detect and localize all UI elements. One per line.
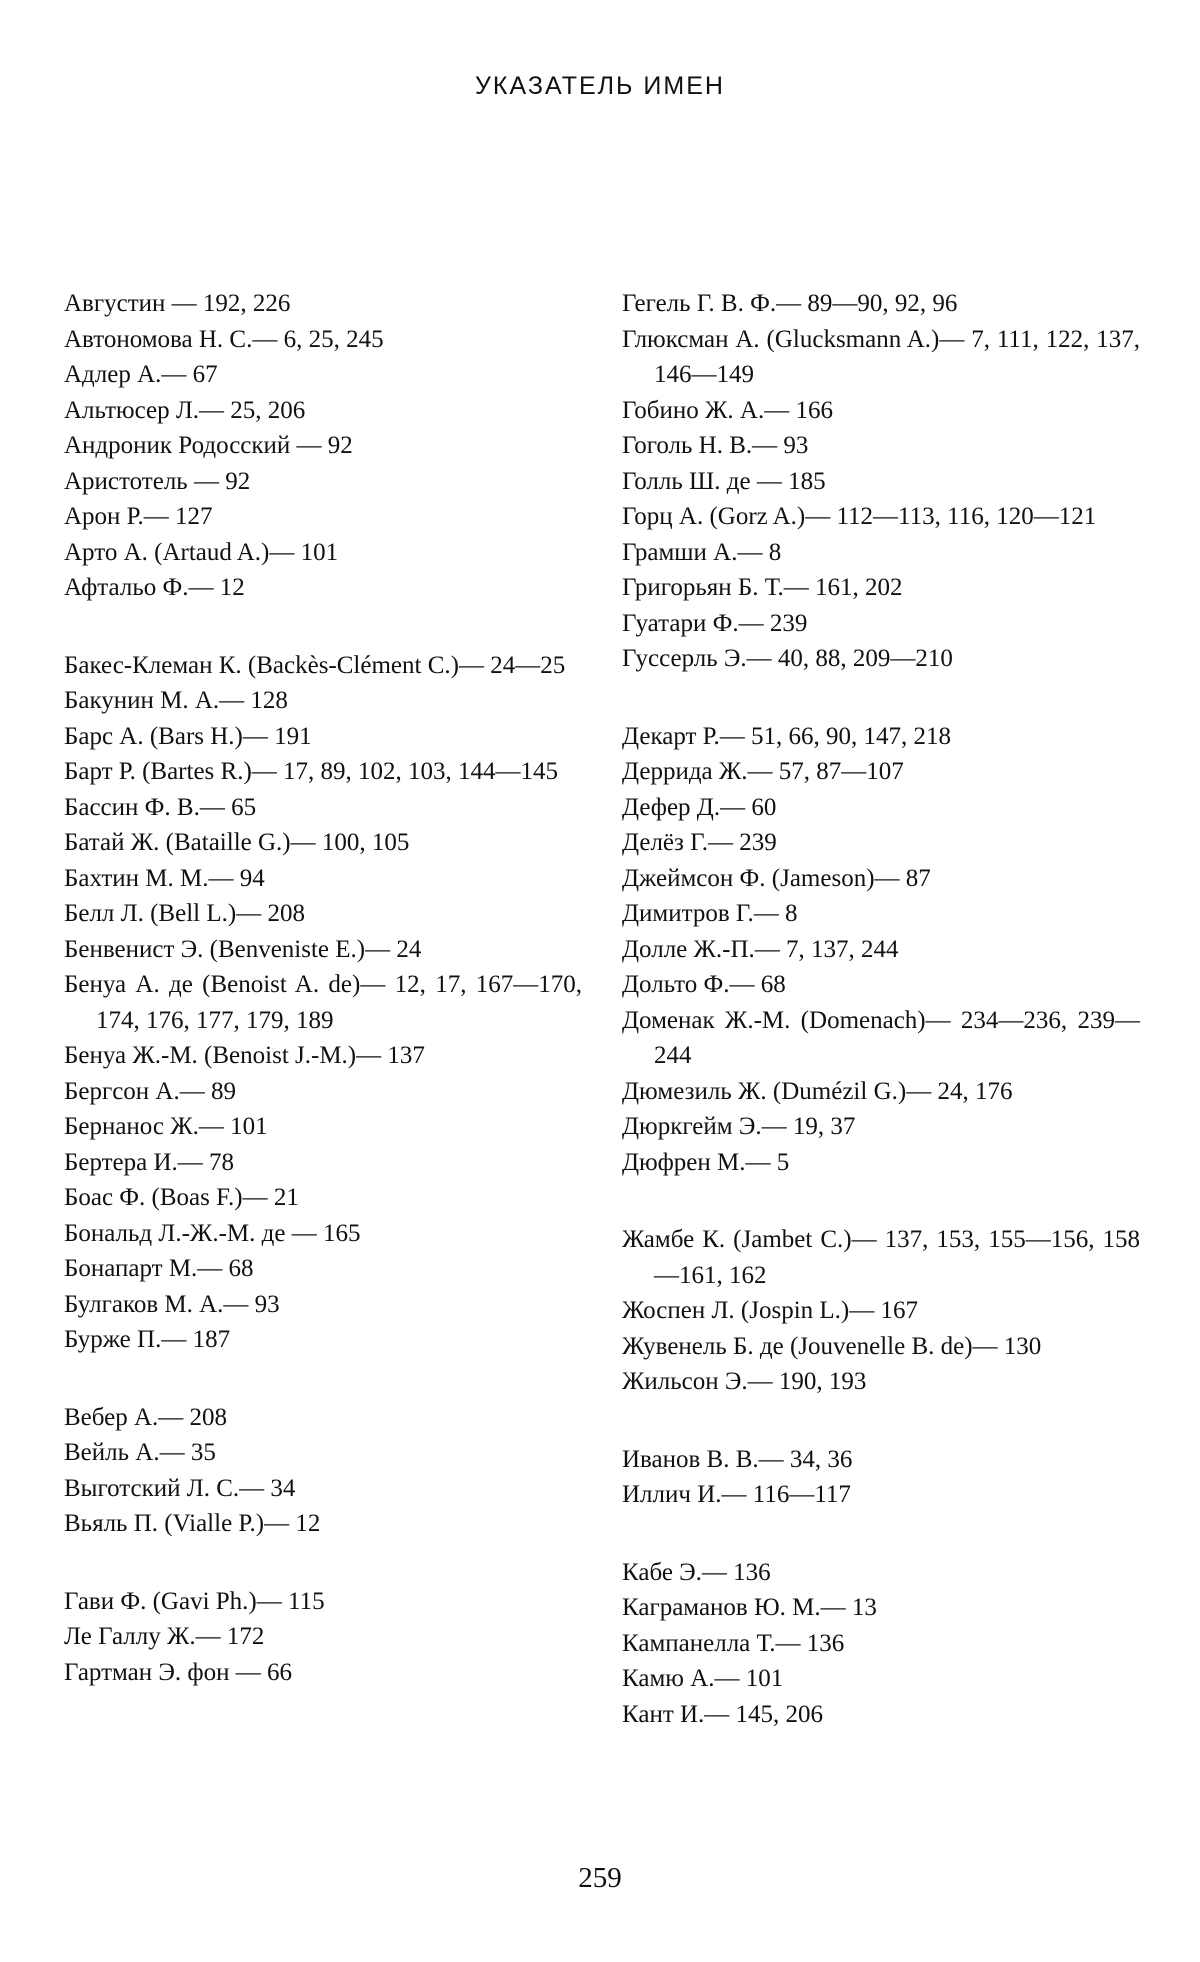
index-entry: Дюркгейм Э.— 19, 37	[622, 1113, 856, 1140]
index-entry: Жамбе К. (Jambet C.)— 137, 153, 155—156, 158—161, 162	[622, 1226, 1140, 1289]
index-entry: Кампанелла Т.— 136	[622, 1629, 845, 1657]
page-number: 259	[578, 1862, 622, 1894]
index-entry: Дольто Ф.— 68	[622, 971, 786, 998]
group-separator	[622, 1513, 1140, 1555]
index-entry: Барт Р. (Bartes R.)— 17, 89, 102, 103, 144—145	[64, 758, 559, 785]
index-entry: Вьяль П. (Vialle P.)— 12	[64, 1510, 321, 1537]
index-entry: Иванов В. В.— 34, 36	[622, 1445, 853, 1473]
index-entry: Вебер А.— 208	[64, 1403, 228, 1431]
index-letter-group	[622, 286, 1140, 677]
index-entry: Боас Ф. (Boas F.)— 21	[64, 1184, 299, 1211]
index-entry: Августин — 192, 226	[64, 290, 291, 317]
index-entry: Гуатари Ф.— 239	[622, 609, 808, 637]
index-entry: Жоспен Л. (Jospin L.)— 167	[622, 1297, 918, 1324]
index-entry: Аристотель — 92	[64, 467, 251, 495]
index-entry: Батай Ж. (Bataille G.)— 100, 105	[64, 829, 410, 856]
index-entry: Дюфрен М.— 5	[622, 1148, 790, 1176]
index-entry: Жувенель Б. де (Jouvenelle B. de)— 130	[622, 1332, 1042, 1360]
index-entry: Арон Р.— 127	[64, 503, 213, 530]
index-entry: Белл Л. (Bell L.)— 208	[64, 900, 305, 927]
index-entry: Бассин Ф. В.— 65	[64, 793, 257, 821]
index-letter-group	[64, 1584, 582, 1691]
index-entry: Горц А. (Gorz A.)— 112—113, 116, 120—121	[622, 503, 1097, 530]
index-entry: Дюмезиль Ж. (Dumézil G.)— 24, 176	[622, 1077, 1013, 1105]
index-entry: Гоголь Н. В.— 93	[622, 432, 809, 459]
index-entry: Делёз Г.— 239	[622, 829, 777, 856]
index-entry: Гобино Ж. А.— 166	[622, 396, 833, 424]
index-entry: Долле Ж.-П.— 7, 137, 244	[622, 935, 899, 963]
index-entry: Декарт Р.— 51, 66, 90, 147, 218	[622, 722, 951, 750]
index-entry: Гави Ф. (Gavi Ph.)— 115	[64, 1587, 325, 1615]
index-column-left	[64, 286, 582, 1690]
index-entry: Деррида Ж.— 57, 87—107	[622, 758, 904, 785]
index-letter-group	[622, 1442, 1140, 1513]
index-entry: Арто А. (Artaud A.)— 101	[64, 538, 339, 566]
index-entry: Кабе Э.— 136	[622, 1558, 771, 1586]
index-entry: Бакес-Клеман К. (Backès-Clément C.)— 24—25	[64, 651, 566, 679]
index-entry: Дефер Д.— 60	[622, 793, 777, 821]
index-entry: Барс А. (Bars H.)— 191	[64, 722, 312, 750]
index-letter-group	[64, 286, 582, 606]
index-entry: Грамши А.— 8	[622, 538, 782, 566]
index-column-right	[622, 286, 1140, 1732]
index-entry: Афтальо Ф.— 12	[64, 574, 245, 601]
index-entry: Альтюсер Л.— 25, 206	[64, 396, 306, 424]
index-entry: Бергсон А.— 89	[64, 1077, 236, 1105]
index-letter-group	[622, 1222, 1140, 1400]
index-letter-group	[64, 648, 582, 1358]
index-entry: Гартман Э. фон — 66	[64, 1658, 292, 1686]
index-entry: Джеймсон Ф. (Jameson)— 87	[622, 864, 931, 892]
index-letter-group	[64, 1400, 582, 1542]
index-letter-group	[622, 1555, 1140, 1733]
index-entry: Глюксман А. (Glucksmann A.)— 7, 111, 122, 137, 146—149	[622, 325, 1140, 388]
index-entry: Бонапарт М.— 68	[64, 1255, 254, 1282]
group-separator	[622, 1180, 1140, 1222]
index-entry: Адлер А.— 67	[64, 361, 218, 388]
index-entry: Бенвенист Э. (Benveniste E.)— 24	[64, 935, 422, 963]
index-entry: Андроник Родосский — 92	[64, 432, 353, 459]
group-separator	[64, 1358, 582, 1400]
group-separator	[64, 606, 582, 648]
index-entry: Гегель Г. В. Ф.— 89—90, 92, 96	[622, 290, 958, 317]
page-title: УКАЗАТЕЛЬ ИМЕН	[475, 72, 725, 100]
index-entry: Бертера И.— 78	[64, 1148, 235, 1176]
group-separator	[622, 1400, 1140, 1442]
index-entry: Ле Галлу Ж.— 172	[64, 1623, 265, 1650]
index-entry: Камю А.— 101	[622, 1665, 784, 1692]
index-entry: Голль Ш. де — 185	[622, 467, 826, 495]
index-entry: Иллич И.— 116—117	[622, 1481, 851, 1508]
index-entry: Булгаков М. А.— 93	[64, 1290, 280, 1318]
index-entry: Бональд Л.-Ж.-М. де — 165	[64, 1219, 361, 1247]
index-entry: Доменак Ж.-М. (Domenach)— 234—236, 239—244	[622, 1006, 1140, 1069]
group-separator	[64, 1542, 582, 1584]
index-letter-group	[622, 719, 1140, 1181]
index-entry: Жильсон Э.— 190, 193	[622, 1368, 867, 1395]
index-entry: Бернанос Ж.— 101	[64, 1113, 268, 1140]
index-entry: Григорьян Б. Т.— 161, 202	[622, 574, 903, 601]
index-entry: Гуссерль Э.— 40, 88, 209—210	[622, 645, 953, 672]
index-entry: Бахтин М. М.— 94	[64, 864, 265, 892]
index-entry: Бенуа Ж.-М. (Benoist J.-M.)— 137	[64, 1042, 425, 1069]
index-entry: Вейль А.— 35	[64, 1439, 216, 1466]
index-entry: Бенуа А. де (Benoist A. de)— 12, 17, 167—170, 174, 176, 177, 179, 189	[64, 971, 582, 1034]
index-entry: Автономова Н. С.— 6, 25, 245	[64, 325, 384, 353]
index-entry: Бурже П.— 187	[64, 1326, 231, 1353]
index-entry: Каграманов Ю. М.— 13	[622, 1594, 877, 1621]
index-entry: Кант И.— 145, 206	[622, 1700, 824, 1728]
index-entry: Бакунин М. А.— 128	[64, 687, 288, 714]
group-separator	[622, 677, 1140, 719]
index-entry: Выготский Л. С.— 34	[64, 1474, 296, 1502]
index-entry: Димитров Г.— 8	[622, 900, 798, 927]
